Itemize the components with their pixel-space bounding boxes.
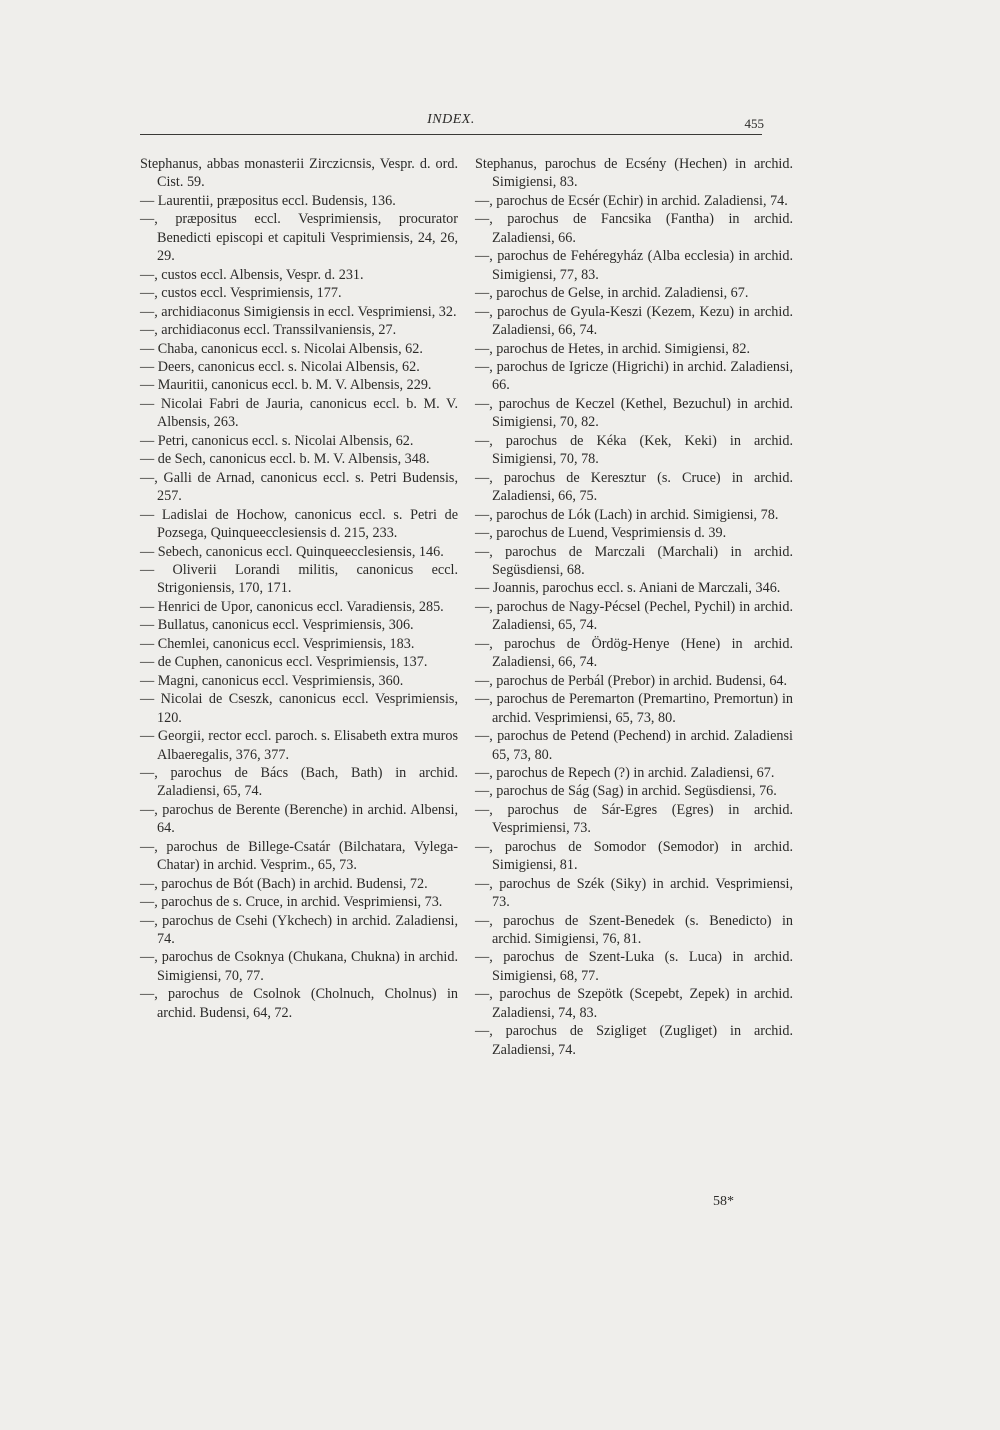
index-entry: — Petri, canonicus eccl. s. Nicolai Albensis, 62. bbox=[140, 432, 414, 449]
index-entry: —, parochus de Nagy-Pécsel (Pechel, Pychil) in archid. Zaladiensi, 65, 74. bbox=[475, 598, 793, 634]
index-entry: — Nicolai Fabri de Jauria, canonicus eccl. b. M. V. Albensis, 263. bbox=[140, 395, 458, 431]
index-entry: —, parochus de Somodor (Semodor) in archid. Simigiensi, 81. bbox=[475, 838, 793, 874]
index-entry: —, parochus de Marczali (Marchali) in archid. Següsdiensi, 68. bbox=[475, 543, 793, 578]
index-entry: —, parochus de Sár-Egres (Egres) in archid. Vesprimiensi, 73. bbox=[475, 801, 793, 837]
page-number: 455 bbox=[744, 116, 764, 131]
index-entry: — Chemlei, canonicus eccl. Vesprimiensis, 183. bbox=[140, 635, 415, 652]
index-entry: Stephanus, abbas monasterii Zirczicnsis, Vespr. d. ord. Cist. 59. bbox=[140, 156, 458, 191]
index-entry: —, parochus de Luend, Vesprimiensis d. 39. bbox=[475, 525, 727, 542]
index-entry: —, parochus de Csolnok (Cholnuch, Cholnus) in archid. Budensi, 64, 72. bbox=[140, 986, 458, 1021]
index-entry: —, parochus de Igricze (Higrichi) in archid. Zaladiensi, 66. bbox=[475, 358, 793, 394]
index-entry: —, parochus de Ecsér (Echir) in archid. Zaladiensi, 74. bbox=[475, 192, 788, 209]
index-entry: —, parochus de Gyula-Keszi (Kezem, Kezu) in archid. Zaladiensi, 66, 74. bbox=[475, 303, 793, 339]
index-entry: —, parochus de Berente (Berenche) in archid. Albensi, 64. bbox=[140, 801, 458, 837]
running-title: INDEX. bbox=[427, 112, 475, 127]
index-entry: —, parochus de Csoknya (Chukana, Chukna) in archid. Simigiensi, 70, 77. bbox=[140, 949, 458, 984]
index-entry: —, parochus de Ördög-Henye (Hene) in archid. Zaladiensi, 66, 74. bbox=[475, 635, 793, 671]
index-entry: —, parochus de Szék (Siky) in archid. Vesprimiensi, 73. bbox=[475, 875, 793, 911]
index-entry: —, archidiaconus Simigiensis in eccl. Vesprimiensi, 32. bbox=[140, 303, 457, 320]
right-column bbox=[475, 155, 793, 1059]
index-entry: —, parochus de Szent-Luka (s. Luca) in archid. Simigiensi, 68, 77. bbox=[475, 949, 793, 984]
index-entry: —, parochus de Billege-Csatár (Bilchatara, Vylega-Chatar) in archid. Vesprim., 65, 73. bbox=[140, 838, 458, 874]
index-entry: —, parochus de Ság (Sag) in archid. Següsdiensi, 76. bbox=[475, 783, 777, 800]
index-entry: — Ladislai de Hochow, canonicus eccl. s. Petri de Pozsega, Quinqueecclesiensis d. 215, 233. bbox=[140, 506, 458, 542]
index-entry: — Chaba, canonicus eccl. s. Nicolai Albensis, 62. bbox=[140, 340, 423, 357]
index-entry: — Bullatus, canonicus eccl. Vesprimiensis, 306. bbox=[140, 617, 414, 634]
left-column bbox=[140, 155, 458, 1022]
index-entry: —, parochus de s. Cruce, in archid. Vesprimiensi, 73. bbox=[140, 894, 443, 911]
index-entry: — Magni, canonicus eccl. Vesprimiensis, 360. bbox=[140, 672, 404, 689]
index-entry: — Laurentii, præpositus eccl. Budensis, 136. bbox=[140, 192, 396, 209]
index-entry: — Sebech, canonicus eccl. Quinqueecclesiensis, 146. bbox=[140, 543, 444, 560]
index-entry: —, parochus de Kéka (Kek, Keki) in archid. Simigiensi, 70, 78. bbox=[475, 432, 793, 468]
index-entry: —, parochus de Csehi (Ykchech) in archid. Zaladiensi, 74. bbox=[140, 912, 458, 948]
index-entry: —, custos eccl. Vesprimiensis, 177. bbox=[140, 285, 342, 302]
index-entry: —, parochus de Petend (Pechend) in archid. Zaladiensi 65, 73, 80. bbox=[475, 728, 793, 763]
index-entry: —, parochus de Perbál (Prebor) in archid. Budensi, 64. bbox=[475, 672, 788, 689]
index-entry: — de Cuphen, canonicus eccl. Vesprimiensis, 137. bbox=[140, 654, 428, 671]
index-entry: —, parochus de Szent-Benedek (s. Benedicto) in archid. Simigiensi, 76, 81. bbox=[475, 912, 793, 948]
index-entry: —, parochus de Bács (Bach, Bath) in archid. Zaladiensi, 65, 74. bbox=[140, 764, 458, 800]
index-entry: —, parochus de Szigliget (Zugliget) in archid. Zaladiensi, 74. bbox=[475, 1023, 793, 1058]
index-entry: — Nicolai de Cseszk, canonicus eccl. Vesprimiensis, 120. bbox=[140, 691, 458, 726]
index-entry: —, parochus de Bót (Bach) in archid. Budensi, 72. bbox=[140, 875, 428, 892]
index-entry: —, parochus de Keczel (Kethel, Bezuchul) in archid. Simigiensi, 70, 82. bbox=[475, 395, 793, 431]
index-entry: —, parochus de Gelse, in archid. Zaladiensi, 67. bbox=[475, 285, 749, 302]
index-entry: —, parochus de Fancsika (Fantha) in archid. Zaladiensi, 66. bbox=[475, 211, 793, 246]
index-entry: Stephanus, parochus de Ecsény (Hechen) in archid. Simigiensi, 83. bbox=[475, 156, 793, 191]
index-entry: — Oliverii Lorandi militis, canonicus eccl. Strigoniensis, 170, 171. bbox=[140, 561, 458, 597]
index-entry: —, parochus de Lók (Lach) in archid. Simigiensi, 78. bbox=[475, 506, 779, 523]
index-entry: — Joannis, parochus eccl. s. Aniani de Marczali, 346. bbox=[475, 580, 781, 597]
signature-mark: 58* bbox=[713, 1194, 734, 1209]
index-entry: —, custos eccl. Albensis, Vespr. d. 231. bbox=[140, 266, 364, 283]
index-entry: — Georgii, rector eccl. paroch. s. Elisabeth extra muros Albaeregalis, 376, 377. bbox=[140, 728, 458, 763]
index-entry: —, parochus de Repech (?) in archid. Zaladiensi, 67. bbox=[475, 764, 775, 781]
index-entry: —, parochus de Peremarton (Premartino, Premortun) in archid. Vesprimiensi, 65, 73, 80. bbox=[475, 691, 793, 726]
running-head bbox=[140, 112, 762, 135]
index-entry: —, præpositus eccl. Vesprimiensis, procurator Benedicti episcopi et capituli Vesprimiensis, 24, 26, 29. bbox=[140, 211, 458, 265]
index-entry: — Deers, canonicus eccl. s. Nicolai Albensis, 62. bbox=[140, 358, 420, 375]
index-entry: — Mauritii, canonicus eccl. b. M. V. Albensis, 229. bbox=[140, 377, 432, 394]
index-entry: —, parochus de Hetes, in archid. Simigiensi, 82. bbox=[475, 340, 751, 357]
index-entry: —, parochus de Fehéregyház (Alba ecclesia) in archid. Simigiensi, 77, 83. bbox=[475, 248, 793, 283]
index-entry: —, parochus de Keresztur (s. Cruce) in archid. Zaladiensi, 66, 75. bbox=[475, 469, 793, 505]
index-entry: — de Sech, canonicus eccl. b. M. V. Albensis, 348. bbox=[140, 451, 430, 468]
index-entry: —, Galli de Arnad, canonicus eccl. s. Petri Budensis, 257. bbox=[140, 469, 458, 505]
index-entry: —, archidiaconus eccl. Transsilvaniensis, 27. bbox=[140, 322, 397, 339]
index-entry: — Henrici de Upor, canonicus eccl. Varadiensis, 285. bbox=[140, 598, 444, 615]
index-entry: —, parochus de Szepötk (Scepebt, Zepek) in archid. Zaladiensi, 74, 83. bbox=[475, 986, 793, 1021]
